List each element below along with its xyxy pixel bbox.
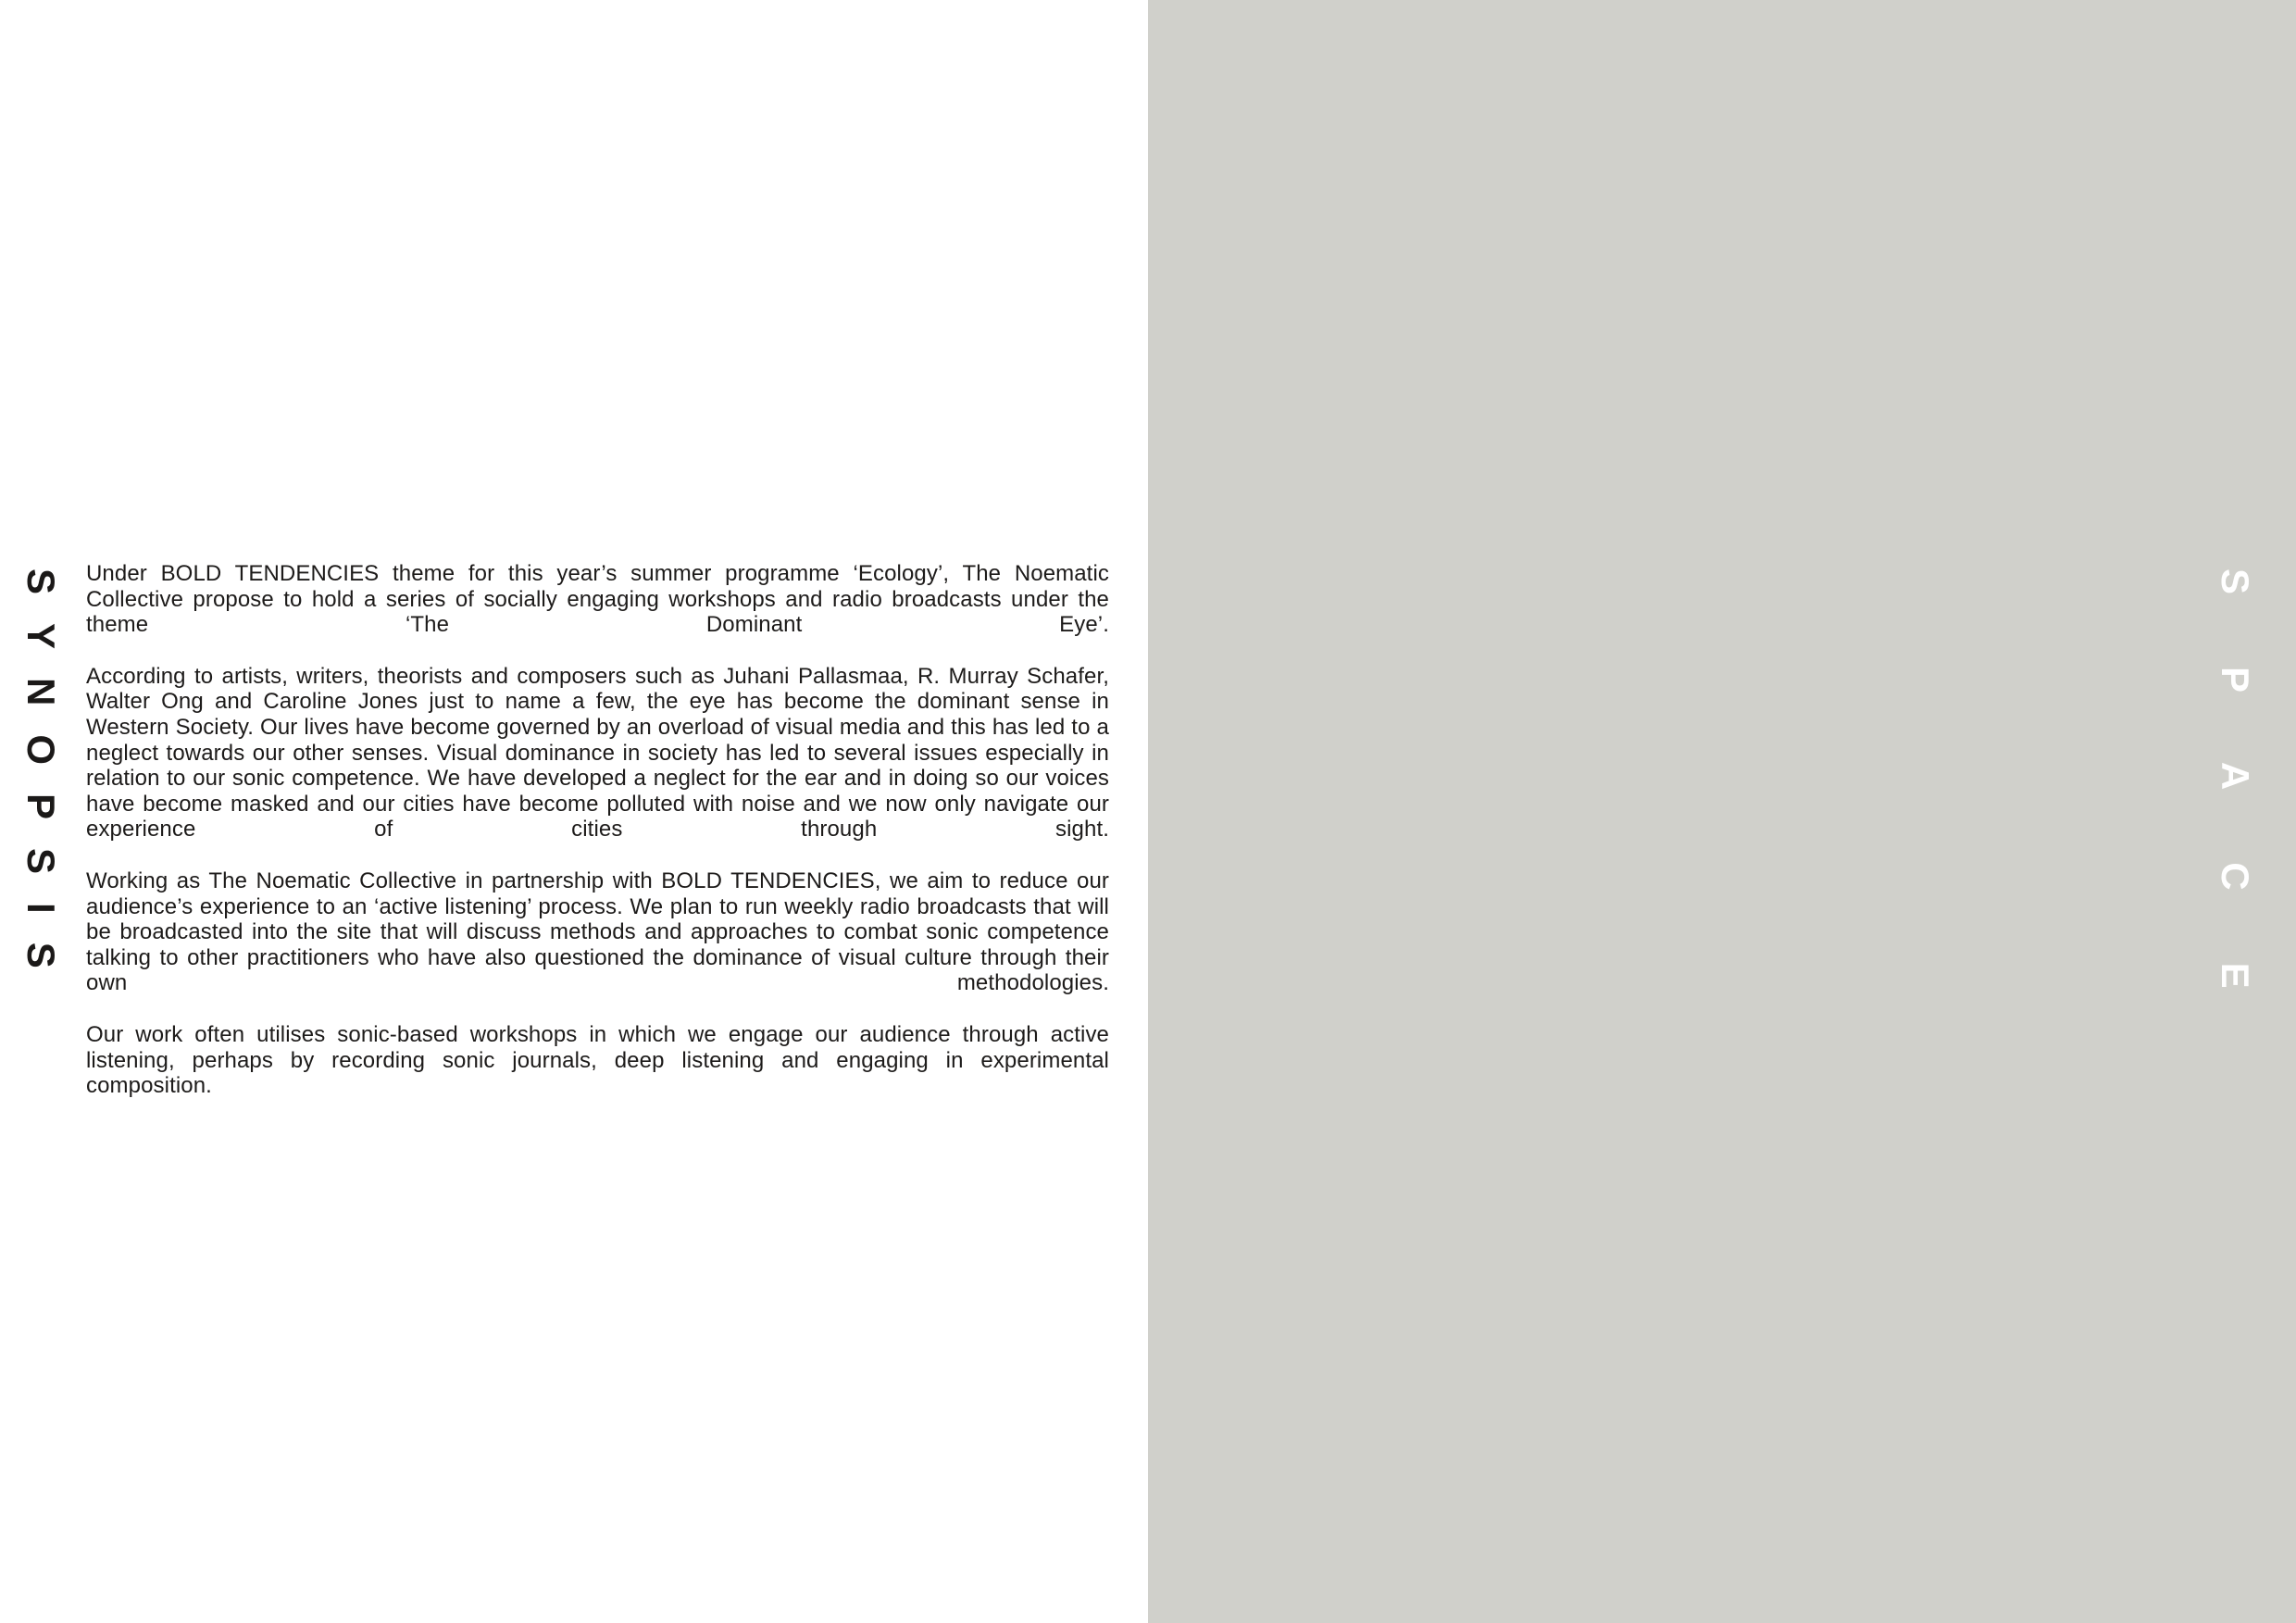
synopsis-paragraph-2: According to artists, writers, theorists and composers such as Juhani Pallasmaa, R. Murray Schafer, Walter Ong and Caroline Jones just to name a few, the eye has become the dominant sense in Western Society. Our lives have become governed by an overload of visual media and this has led to a neglect towards our other senses. Visual dominance in society has led to several issues especially in relation to our sonic competence. We have developed a neglect for the ear and in doing so our voices have become masked and our cities have become polluted with noise and we now only navigate our experience of cities through sight. (86, 663, 1109, 843)
synopsis-vertical-label: SYNOPSIS (19, 568, 63, 997)
right-panel (1148, 0, 2296, 1623)
synopsis-paragraph-3: Working as The Noematic Collective in partnership with BOLD TENDENCIES, we aim to reduce our audience’s experience to an ‘active listening’ process. We plan to run weekly radio broadcasts that will be broadcasted into the site that will discuss methods and approaches to combat sonic competence talking to other practitioners who have also questioned the dominance of visual culture through their own methodologies. (86, 868, 1109, 996)
synopsis-text-block (86, 561, 1109, 1099)
synopsis-paragraph-4: Our work often utilises sonic-based workshops in which we engage our audience through active listening, perhaps by recording sonic journals, deep listening and engaging in experimental composition. (86, 1021, 1109, 1099)
synopsis-paragraph-1: Under BOLD TENDENCIES theme for this year’s summer programme ‘Ecology’, The Noematic Collective propose to hold a series of socially engaging workshops and radio broadcasts under the theme ‘The Dominant Eye’. (86, 561, 1109, 638)
space-vertical-label: SPACE (2214, 568, 2257, 1061)
